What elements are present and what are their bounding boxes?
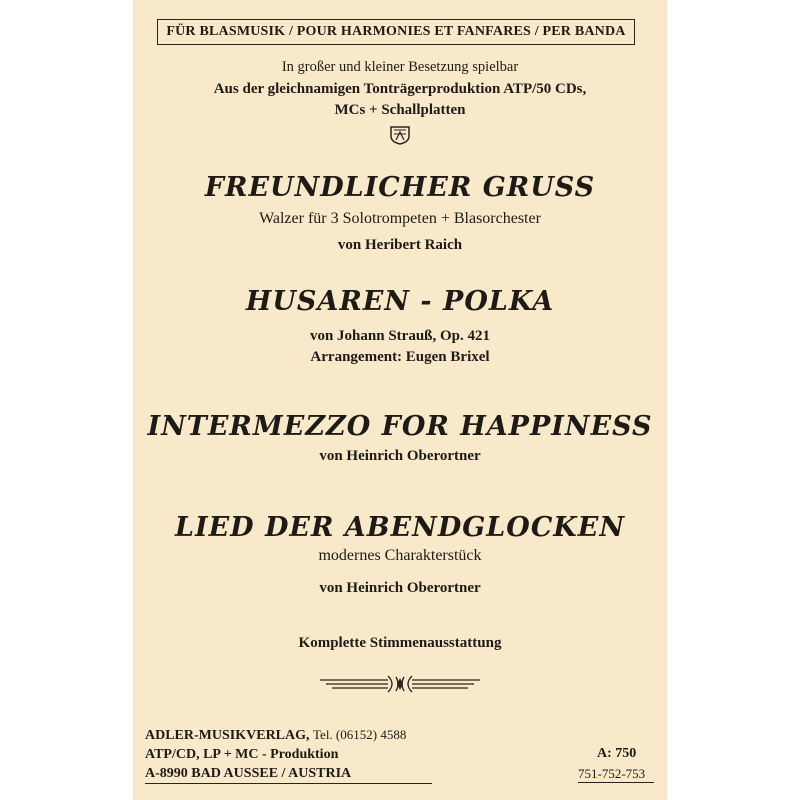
publisher-name: ADLER-MUSIKVERLAG, <box>145 728 310 743</box>
piece-title: FREUNDLICHER GRUSS <box>204 172 596 203</box>
piece-subtitle: modernes Charakterstück <box>318 547 482 564</box>
piece-subtitle: Walzer für 3 Solotrompeten + Blasorchester <box>259 210 541 227</box>
subtitle-line-1: In großer und kleiner Besetzung spielbar <box>281 59 519 75</box>
address-line: A-8990 BAD AUSSEE / AUSTRIA <box>145 766 352 781</box>
subtitle-line-3: MCs + Schallplatten <box>334 102 466 118</box>
piece-composer: von Johann Strauß, Op. 421 <box>309 328 491 344</box>
sheet-music-cover <box>133 0 667 800</box>
atp-logo-icon <box>389 125 411 145</box>
production-line: ATP/CD, LP + MC - Produktion <box>145 747 339 762</box>
piece-composer: von Heinrich Oberortner <box>319 448 481 464</box>
parts-note: Komplette Stimmenausstattung <box>298 635 502 651</box>
address-underline <box>145 783 432 784</box>
piece-title: HUSAREN - POLKA <box>245 286 555 317</box>
piece-arranger: Arrangement: Eugen Brixel <box>310 349 490 365</box>
publisher-phone: Tel. (06152) 4588 <box>313 727 407 742</box>
catalog-series: 751-752-753 <box>578 766 646 781</box>
catalog-number: A: 750 <box>597 746 637 761</box>
ornament-divider-icon <box>316 672 484 696</box>
piece-composer: von Heribert Raich <box>337 237 463 253</box>
piece-title: INTERMEZZO FOR HAPPINESS <box>147 411 653 442</box>
catalog-underline <box>578 782 654 783</box>
piece-composer: von Heinrich Oberortner <box>319 580 481 596</box>
subtitle-line-2: Aus der gleichnamigen Tonträgerproduktion ATP/50 CDs, <box>213 81 587 97</box>
publisher-line <box>145 727 406 744</box>
genre-banner: FÜR BLASMUSIK / POUR HARMONIES ET FANFARES / PER BANDA <box>157 19 635 45</box>
piece-title: LIED DER ABENDGLOCKEN <box>174 512 626 543</box>
